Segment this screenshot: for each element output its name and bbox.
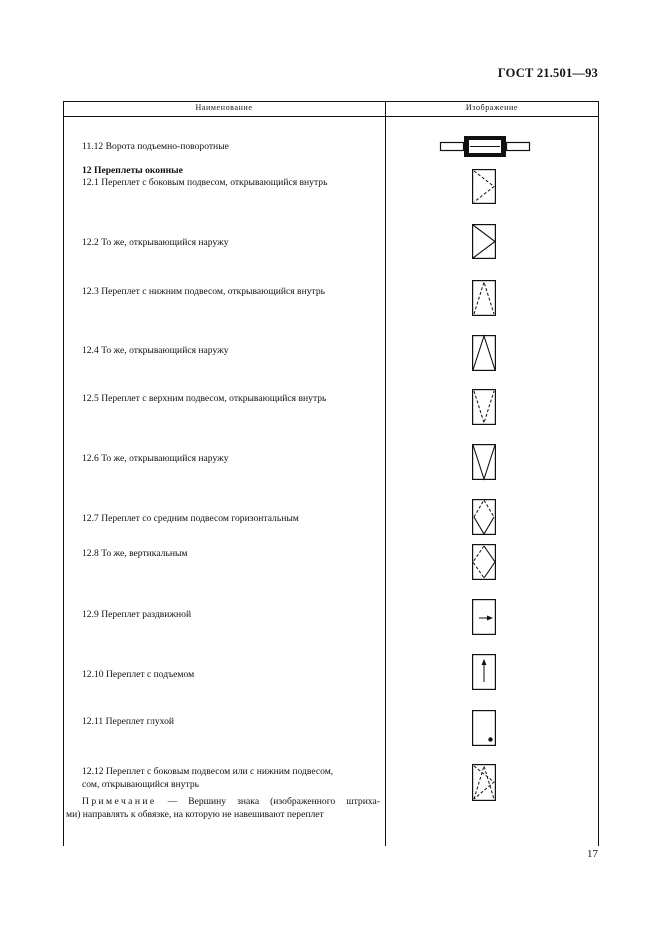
lifting-sash-icon bbox=[472, 654, 496, 690]
row-12-12-line2: сом, открывающийся внутрь bbox=[82, 779, 200, 790]
note-line1 bbox=[82, 796, 380, 807]
note-line2: ми) направлять к обвязке, на которую не навешивают переплет bbox=[66, 809, 324, 820]
row-12-2: 12.2 То же, открывающийся наружу bbox=[82, 237, 229, 248]
side-or-bottom-hung-inward-icon bbox=[472, 764, 496, 801]
column-header-name: Наименование bbox=[195, 103, 253, 112]
note-label: Примечание bbox=[82, 796, 157, 807]
bottom-hung-inward-icon bbox=[472, 280, 496, 316]
row-12-3: 12.3 Переплет с нижним подвесом, открывающийся внутрь bbox=[82, 286, 326, 297]
lift-swing-gate-icon bbox=[440, 134, 530, 160]
row-12-1: 12.1 Переплет с боковым подвесом, открывающийся внутрь bbox=[82, 177, 328, 188]
row-12-4: 12.4 То же, открывающийся наружу bbox=[82, 345, 229, 356]
top-hung-outward-icon bbox=[472, 444, 496, 480]
center-pivot-horizontal-icon bbox=[472, 499, 496, 535]
document-code: ГОСТ 21.501—93 bbox=[497, 66, 598, 80]
side-hung-outward-icon bbox=[472, 224, 496, 259]
row-12-8: 12.8 То же, вертикальным bbox=[82, 548, 188, 559]
row-12-5: 12.5 Переплет с верхним подвесом, открывающийся внутрь bbox=[82, 393, 327, 404]
top-hung-inward-icon bbox=[472, 389, 496, 425]
note-text-1: — Вершину знака (изображенного штриха- bbox=[156, 796, 380, 807]
table-header-divider bbox=[63, 116, 599, 117]
column-header-image: Изображение bbox=[465, 103, 519, 112]
center-pivot-vertical-icon bbox=[472, 544, 496, 580]
side-hung-inward-icon bbox=[472, 169, 496, 204]
table-column-divider bbox=[385, 101, 386, 846]
row-12-10: 12.10 Переплет с подъемом bbox=[82, 669, 195, 680]
row-12-12-line1: 12.12 Переплет с боковым подвесом или с нижним подвесом, bbox=[82, 766, 334, 777]
section-12-title: 12 Переплеты оконные bbox=[82, 165, 183, 176]
row-12-7: 12.7 Переплет со средним подвесом горизонтальным bbox=[82, 513, 299, 524]
table-left-border bbox=[63, 101, 64, 846]
row-12-6: 12.6 То же, открывающийся наружу bbox=[82, 453, 229, 464]
bottom-hung-outward-icon bbox=[472, 335, 496, 371]
page-number: 17 bbox=[587, 848, 598, 860]
table-top-border bbox=[63, 101, 599, 102]
fixed-sash-icon bbox=[472, 710, 496, 746]
row-12-9: 12.9 Переплет раздвижной bbox=[82, 609, 192, 620]
table-right-border bbox=[598, 101, 599, 846]
row-12-11: 12.11 Переплет глухой bbox=[82, 716, 175, 727]
row-11-12: 11.12 Ворота подъемно-поворотные bbox=[82, 141, 229, 152]
sliding-sash-icon bbox=[472, 599, 496, 635]
